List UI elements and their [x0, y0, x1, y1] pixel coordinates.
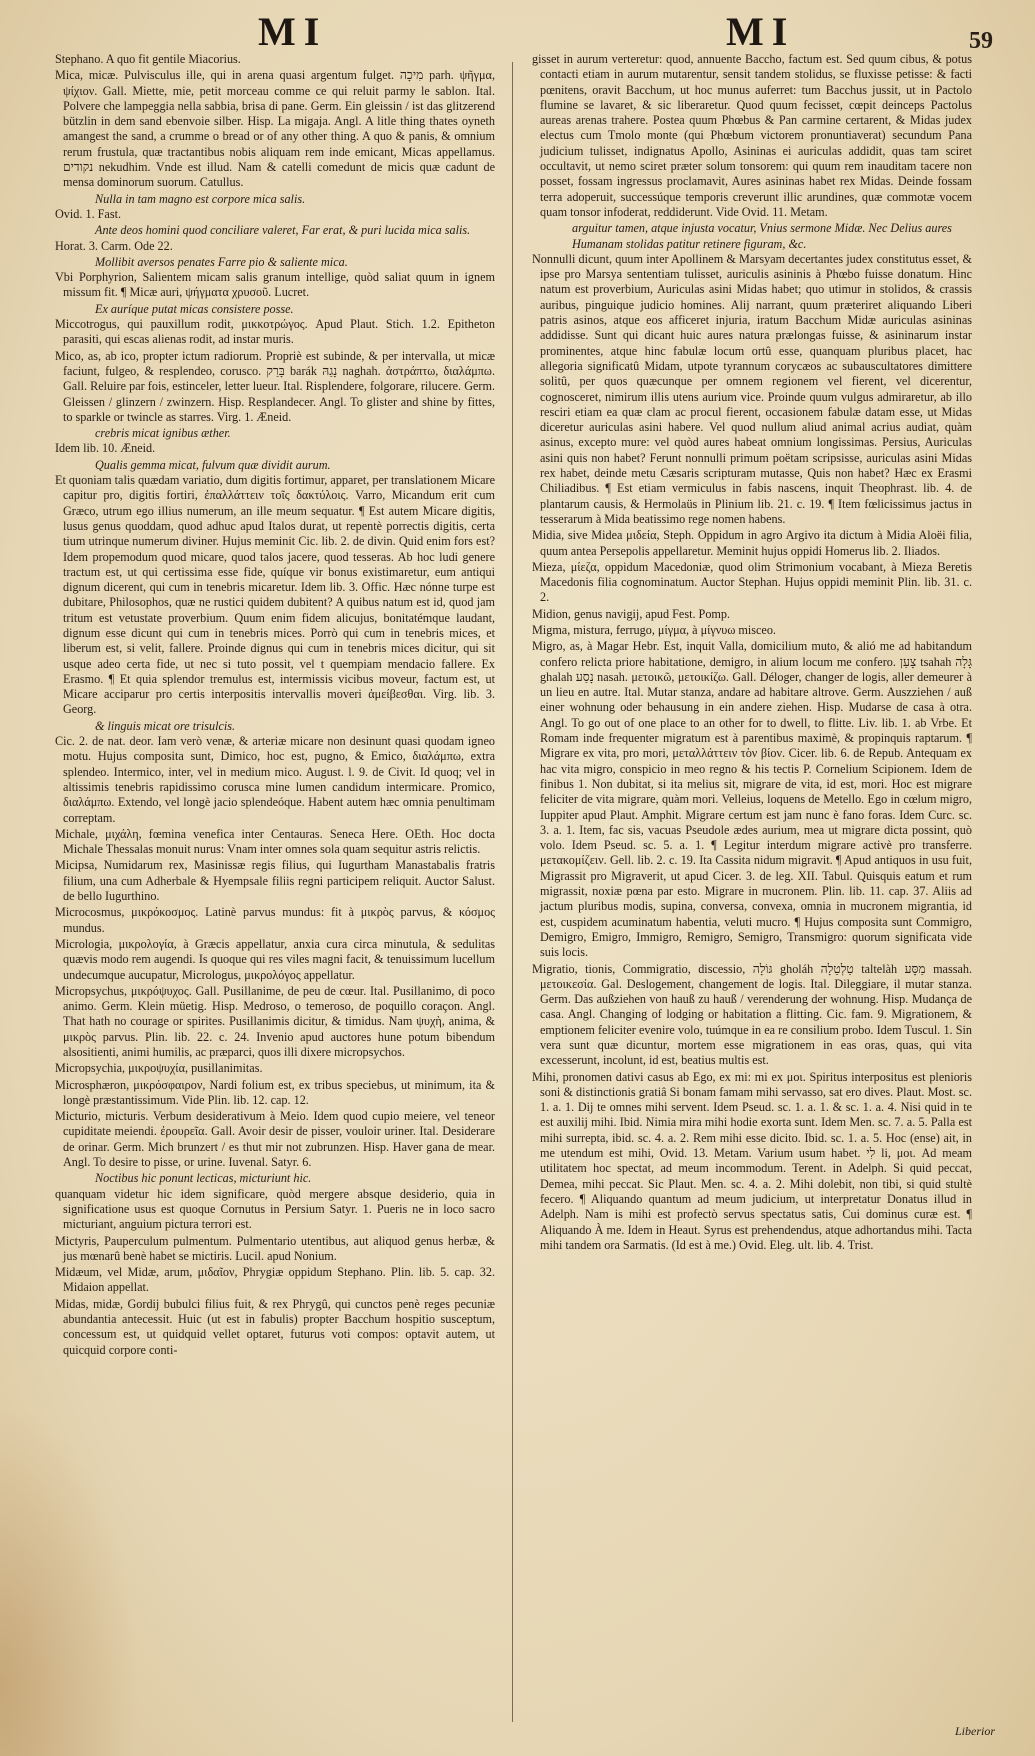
dictionary-entry: Michale, μιχάλη, fœmina venefica inter Centauras. Seneca Here. OEth. Hoc docta Michale Thessalas monuit nurus: Vnam inter omnes sola quam sequitur astris relictis.: [55, 826, 495, 857]
dictionary-entry: gisset in aurum verteretur: quod, annuente Baccho, factum est. Sed quum cibus, & potus contacti etiam in aurum mutarentur, sensit tandem stolidus, se fluxisse petisse: & facti pœnitens, oravit Bacchum, ut hoc munus auferret: tum Bacchus jussit, ut in Pactolo flumine se lavaret, & sic liberaretur. Quod quum fecisset, cœpit deinceps Pactolus aureas arenas trahere. Postea quum Phœbus & Pan carmine certarent, & Midas judex electus cum Tmolo monte (qui Phœbum victorem pronuntiaverat) secundum Pana judicium tulisset, indignatus Apollo, Asininas ei auriculas addidit, quas tam sciret occultavit, ut nemo sciret præter solum tonsorem: qui quum rem inauditam tacere non posset, fossam ingressus proclamavit, Aures asininas habet rex Midas. Deinde fossam terra adoperuit, successúque temporis creverunt illic arundines, quæ commotæ vocem quam tonsor infoderat, reddiderunt. Vide Ovid. 11. Metam.: [532, 52, 972, 219]
dictionary-entry: Micropsychus, μικρόψυχος. Gall. Pusillanime, de peu de cœur. Ital. Pusillanimo, di poco animo. Germ. Klein müetig. Hisp. Medroso, o temeroso, de poquillo coraçon. Angl. That hath no courage or spirites. Pusillanimis dicitur, & timidus. Nam ψυχὴ, anima, & μικρὸς parvus. Plin. lib. 22. c. 24. Invenio apud auctores hune potum bibendum alsositienti, animi humilis, ac præparci, quos illi dixere micropsychos.: [55, 983, 495, 1059]
dictionary-entry: Mieza, μίεζα, oppidum Macedoniæ, quod olim Strimonium vocabant, à Mieza Beretis Macedonis filia cognominatum. Auctor Stephan. Hujus oppidi meminit Plin. lib. 31. c. 2.: [532, 559, 972, 605]
dictionary-entry: quanquam videtur hic idem significare, quòd mergere absque desiderio, quia in significatione usus est quoque Cornutus in Persium Satyr. 1. Pueris ne in loco sacro micturiant, anguium pictura terrori est.: [55, 1186, 495, 1232]
dictionary-entry: Midæum, vel Midæ, arum, μιδαῖον, Phrygiæ oppidum Stephano. Plin. lib. 5. cap. 32. Midaion appellat.: [55, 1265, 495, 1295]
dictionary-entry: Midion, genus navigij, apud Fest. Pomp.: [532, 606, 731, 621]
quotation: Mollibit aversos penates Farre pio & saliente mica.: [95, 254, 348, 269]
quotation: arguitur tamen, atque injusta vocatur, Vnius sermone Midæ. Nec Delius aures Humanam stolidas patitur retinere figuram, &c.: [572, 221, 952, 251]
quotation: Noctibus hic ponunt lecticas, micturiunt hic.: [95, 1171, 312, 1186]
column-divider: [512, 62, 513, 1722]
quotation: Ex auríque putat micas consistere posse.: [95, 301, 294, 316]
dictionary-entry: Mica, micæ. Pulvisculus ille, qui in arena quasi argentum fulget. מִיכָה parh. ψῆγμα, ψίχιον. Gall. Miette, mie, petit morceau comme ce qui reluit parmy le sablon. Ital. Polvere che lampeggia nella sabbia, brisa di pane. Germ. Ein gleissin / ist das glitzerend bützlin in dem sand ebenvoie silber. Hisp. La migaja. Angl. A litle thing thates oyneth amangest the sand, a crumme o bread or of any other thing. A quo & panis, & omnium rerum frustula, quæ tractantibus nobis aliquam rem inde emicant, Micas appellamus. נקודים nekudhim. Vnde est illud. Nam & catelli comedunt de micis quæ cadunt de mensa dominorum suorum. Catullus.: [55, 68, 495, 190]
dictionary-entry: Cic. 2. de nat. deor. Iam verò venæ, & arteriæ micare non desinunt quasi quodam igneo motu. Hujus composita sunt, Dimico, hoc est, pugno, & Emico, διαλάμπω, extra splendeo. Intermico, inter, vel in medium mico. August. l. 9. de Civit. Id quoq; vel in altissimis tenebris rapidissimo corusca mine lumen candidum intermicare. Promico, διαλάμπω. Extendo, vel longè jacio splendeóque. Habent autem hæc omnia penultimam correptam.: [55, 734, 495, 825]
quotation: Qualis gemma micat, fulvum quæ dividit aurum.: [95, 457, 331, 472]
dictionary-entry: Midas, midæ, Gordij bubulci filius fuit, & rex Phrygû, qui cunctos penè reges pecuniæ abundantia antecessit. Huic (ut est in fabulis) propter Bacchum hospitio susceptum, concessum est, ut quidquid vellet optaret, futurus voti compos: optavit autem, ut quicquid corpore conti-: [55, 1296, 495, 1357]
dictionary-entry: Micturio, micturis. Verbum desiderativum à Meio. Idem quod cupio meiere, vel teneor cupiditate meiendi. ἐρουρεῖα. Gall. Avoir desir de pisser, vouloir uriner. Ital. Desiderare de orinar. Germ. Mich brunzert / es thut mir not zubrunzen. Hisp. Haver gana de mear. Angl. To desire to pisse, or urine. Iuvenal. Satyr. 6.: [55, 1109, 495, 1170]
quotation: Ante deos homini quod conciliare valeret, Far erat, & puri lucida mica salis.: [95, 223, 471, 238]
dictionary-entry: Migma, mistura, ferrugo, μίγμα, à μίγνυω misceo.: [532, 622, 776, 637]
dictionary-entry: Nonnulli dicunt, quum inter Apollinem & Marsyam decertantes judex constitutus esset, & ipse pro Marsya sententiam tulisset, auriculis asininis à Phœbo fuisse donatum. Hinc natum est proverbium, Auriculas asini Midas habet; quo utimur in stolidos, & crassis auribus, pinguique judicio homines. Alij narrant, quum præteriret aliquando Liberi patris asinos, atque eos afficeret injuria, iratum Bacchum Midæ auriculas asininas addidisse. Sunt qui dicant huic aures natura prælongas fuisse, & asininarum instar prominentes, atque hinc fabulæ locum ortû esse, quanquam pluribus placet, hac allegoria significatû Midam, utpote tyrannum corycæos ac subauscultatores dimittere solitû, per quos quæcunque per omnem regionem vel fierent, vel dicerentur, cognosceret, nimirum illis utens aurium vice. Proinde quum vulgus admiraretur, ab illo resciri etiam ea quæ clam ac procul fierent, occasionem fabulæ datam esse, ut Midas diceretur auriculas asini habere. Vel quod nullum aliud animal acrius audiat, quàm asinus, excepto mure: vel quòd aures habeat omnium longissimas. Persius, Auriculas asini quis non habet? Ferunt nonnulli primum poëtam scripsisse, auriculas asini Midas rex habet, deinde metu Cæsaris scripturam mutasse, Quis non habet? Hæc ex Erasmi Chiliadibus. ¶ Est etiam vermiculus in fabis nascens, inquit Theophrast. lib. 4. de plantarum causis, & Hermolaüs in Plinium lib. 21. c. 19. ¶ Item fœlicissimus jactus in tesserarum à Mida beatissimo rege nomen habens.: [532, 251, 972, 526]
dictionary-entry: Mihi, pronomen dativi casus ab Ego, ex mi: mi ex μοι. Spiritus interpositus est plenioris soni & distinctionis gratiâ Si bonam famam mihi servasso, sat ero dives. Plaut. Most. sc. 1. a. 1. Dij te omnes mihi servent. Idem Pseud. sc. 1. a. 1. & sc. 1. a. 4. Nisi quid in te est auxilij mihi. Ibid. Nimia mira mihi hodie exorta sunt. Idem Men. sc. 7. a. 5. Palla est mihi surrepta, ibid. sc. 4. a. 2. Rem mihi esse dicito. Ibid. sc. 1. a. 5. Hoc (ense) ait, in me utendum est mihi, Ovid. 13. Metam. Varium usum habet. לִי li, μοι. Ad meam utilitatem hoc spectat, ad meum incommodum. Terent. in Adelph. Si quid peccat, Demea, mihi peccat. Sic Plaut. Men. sc. 4. a. 2. Mihi dolebit, non tibi, si quid stultè fecero. ¶ Aliquando quantum ad meum judicium, ut interpretatur Donatus illud in Adelph. Nam is mihi est profectò servus spectatus satis, Cui dominus curæ est. ¶ Aliquando À me. Idem in Heaut. Syrus est prehendendus, atque adhortandus mihi. Tacta mihi tandem ora Sarmatis. (Id est à me.) Ovid. Eleg. ult. lib. 4. Trist.: [532, 1069, 972, 1252]
catchword: Liberior: [954, 1724, 995, 1738]
dictionary-entry: Migratio, tionis, Commigratio, discessio, גּוֹלָה gholáh טַלְטֵלָה taltelàh מַסָּע massah. μετοικεσία. Gal. Deslogement, changement de logis. Ital. Dileggiare, il mutar stanza. Germ. Das außziehen von hauß zu hauß / verenderung der wohnung. Hisp. Mudança de casa. Angl. Changing of lodging or habitation a flitting. Cic. fam. 9. Migrationem, & emptionem feliciter evenire volo, tuúmque in ea re consilium probo. Idem Tuscul. 1. Sin vera sunt quæ dicuntur, mortem esse migrationem in eas oras, quas, qui vita excesserunt, incolunt, id est, beatius multis est.: [532, 961, 972, 1068]
left-column: [55, 52, 495, 1732]
right-column: [532, 52, 972, 1732]
dictionary-entry: Micipsa, Numidarum rex, Masinissæ regis filius, qui Iugurtham Manastabalis fratris filium, una cum Adherbale & Hyempsale filiis regni participem reliquit. Auctor Salust. de bello Iugurthino.: [55, 858, 495, 904]
dictionary-entry: Et quoniam talis quædam variatio, dum digitis fortimur, apparet, per translationem Micare capitur pro, digitis fortiri, ἐπαλλάττειν τοῖς δακτύλοις. Varro, Micandum erit cum Græco, utrum ego illius numerum, an ille meum sequatur. ¶ Est autem Micare digitis, lusus genus quoddam, quod adhuc apud Italos durat, ut repentè porrectis digitis, certa tium utrinque numerum diviner. Hujus meminit Cic. lib. 2. de divin. Quid enim fors est? Idem propemodum quod micare, quod talos jacere, quod tesseras. Ab hoc ludi genere tractum est, ut qui certissima esse fide, quíque vir bonus existimaretur, eum antiqui dignum dicerent, qui cum in tenebris micaretur. Idem lib. 3. Offic. Hæc nónne turpe est dubitare, Philosophos, quæ ne rustici quidem dubitent? A quibus natum est id, quod jam tritum est vetustate proverbium. Quum enim fidem alicujus, bonitatémque laudant, dignum esse dicunt qui cum in tenebris mices. Porrò qui cum in tenebris mices, et liberum est, si velit, fallere. Proinde dignus qui cum in tenebris mices dicitur, qui sit usque adeo certa fide, ut nec si tuto possit, vel t quempiam mendacio fallere. Ex Erasmo. ¶ Et quia splendor tremulus est, intermissis vicibus moveur, factum est, ut Micare acciparur pro certis interpositis intervallis moveri ἀμείβεσθαι. Virg. lib. 3. Georg.: [55, 473, 495, 717]
dictionary-entry: Stephano. A quo fit gentile Miacorius.: [55, 52, 241, 66]
dictionary-entry: Microcosmus, μικρόκοσμος. Latinè parvus mundus: fit à μικρὸς parvus, & κόσμος mundus.: [55, 905, 495, 935]
page-number: 59: [969, 28, 993, 54]
dictionary-entry: Micrologia, μικρολογία, à Græcis appellatur, anxia cura circa minutula, & sedulitas quævis modo rem augendi. Is quoque qui res viles magni facit, & tenuissimum lucellum undecumque aucupatur, Micrologus, μικρολόγος appellatur.: [55, 936, 495, 982]
dictionary-entry: Vbi Porphyrion, Salientem micam salis granum intellige, quòd saliat quum in ignem missum fit. ¶ Micæ auri, ψήγματα χρυσοῦ. Lucret.: [55, 270, 495, 300]
quotation: crebris micat ignibus æther.: [95, 426, 231, 441]
header-right: MI: [726, 9, 796, 54]
dictionary-entry: Horat. 3. Carm. Ode 22.: [55, 238, 173, 253]
quotation: Nulla in tam magno est corpore mica salis.: [95, 191, 306, 206]
dictionary-entry: Mico, as, ab ico, propter ictum radiorum. Propriè est subinde, & per intervalla, ut micæ faciunt, fulgeo, & resplendeo, corusco. בָּרַק barák נָגַהּ naghah. ἀστράπτω, διαλάμπω. Gall. Reluire par fois, estinceler, letter lueur. Ital. Risplendere, folgorare, rilucere. Germ. Gleissen / glinzern / zwinzern. Hisp. Resplandecer. Angl. To glister and shine by fittes, to sparkle or twincle as starres. Virg. 1. Æneid.: [55, 348, 495, 424]
running-header: [0, 8, 1035, 58]
dictionary-entry: Mictyris, Pauperculum pulmentum. Pulmentario utentibus, aut aliquod genus herbæ, & jus mœnarû benè habet se mictiris. Lucil. apud Nonium.: [55, 1233, 495, 1263]
dictionary-entry: Idem lib. 10. Æneid.: [55, 441, 156, 456]
dictionary-entry: Ovid. 1. Fast.: [55, 206, 122, 221]
dictionary-entry: Microsphæron, μικρόσφαιρον, Nardi folium est, ex tribus speciebus, ut minimum, ita & longè præstantissimum. Vide Plin. lib. 12. cap. 12.: [55, 1077, 495, 1107]
dictionary-entry: Midia, sive Midea μιδεία, Steph. Oppidum in agro Argivo ita dictum à Midia Aloëi filia, quum antea Persepolis appellaretur. Meminit hujus oppidi Homerus lib. 2. Iliados.: [532, 528, 972, 558]
dictionary-entry: Migro, as, à Magar Hebr. Est, inquit Valla, domicilium muto, & alió me ad habitandum confero relicta priore habitatione, demigro, in alium locum me confero. צָעַן tsahah גָּלָה ghalah נָסַע nasah. μετοικῶ, μετοικίζω. Gall. Déloger, changer de logis, aller demeurer à un lieu en autre. Ital. Mutar stanza, andare ad habitare altrove. Germ. Auszziehen / auß einer wohnung oder behausung in ein andere ziehen. Hisp. Mudarse de casa à otra. Angl. To go out of one place to an other for to dwell, to flitte. Liv. lib. 1. ab Vrbe. Et Romam inde frequenter migratum est à parentibus maximè, & propinquis raptarum. ¶ Migrare ex vita, pro mori, μεταλλάττειν τὸν βίον. Cicer. lib. 6. de Repub. Antequam ex hac vita migro, conspicio in meo regno & his tectis P. Cornelium Scipionem. Idem de finibus 1. Non dubitat, si ita melius sit, migrare de vita, id est, mori. Hoc est migrare feliciter de vita migrare, quàm mori. Velleius, loquens de Metello. Ego in cœlum migro, Iuppiter apud Plaut. Amphit. Migrare certum est jam nunc è fano foras. Idem Curc. sc. 3. a. 1. Item, fac sis, vacuas Pseudole ædes aurium, mea ut migrare dicta possint, quò volo. Idem Pseud. sc. 5. a. 1. ¶ Legitur interdum migrare activè pro transferre. μετακομίζειν. Gell. lib. 2. c. 19. Ita Cassita nidum migravit. ¶ Apud antiquos in usu fuit, Migrassit pro Migraverit, ut apud Cicer. 3. de leg. XII. Tabul. Quisquis eatum et rum migrassit, noxiæ pœna par esto. Migrare in mucronem. Plin. lib. 11. cap. 37. Aliis ad jactum pluribus modis, supina, conversa, convexa, omnia in mucronem migrantia, id est, cuspidem acuminatum habentia, veluti mucro. ¶ Hujus composita sunt Commigro, Demigro, Emigro, Immigro, Remigro, Semigro, Transmigro: quorum significata vide suis locis.: [532, 639, 972, 960]
header-left: MI: [258, 9, 328, 54]
quotation: & linguis micat ore trisulcis.: [95, 718, 236, 733]
dictionary-entry: Micropsychia, μικροψυχία, pusillanimitas.: [55, 1061, 263, 1076]
dictionary-entry: Miccotrogus, qui pauxillum rodit, μικκοτρώγος. Apud Plaut. Stich. 1.2. Epitheton parasiti, qui escas alienas rodit, ad instar muris.: [55, 317, 495, 347]
